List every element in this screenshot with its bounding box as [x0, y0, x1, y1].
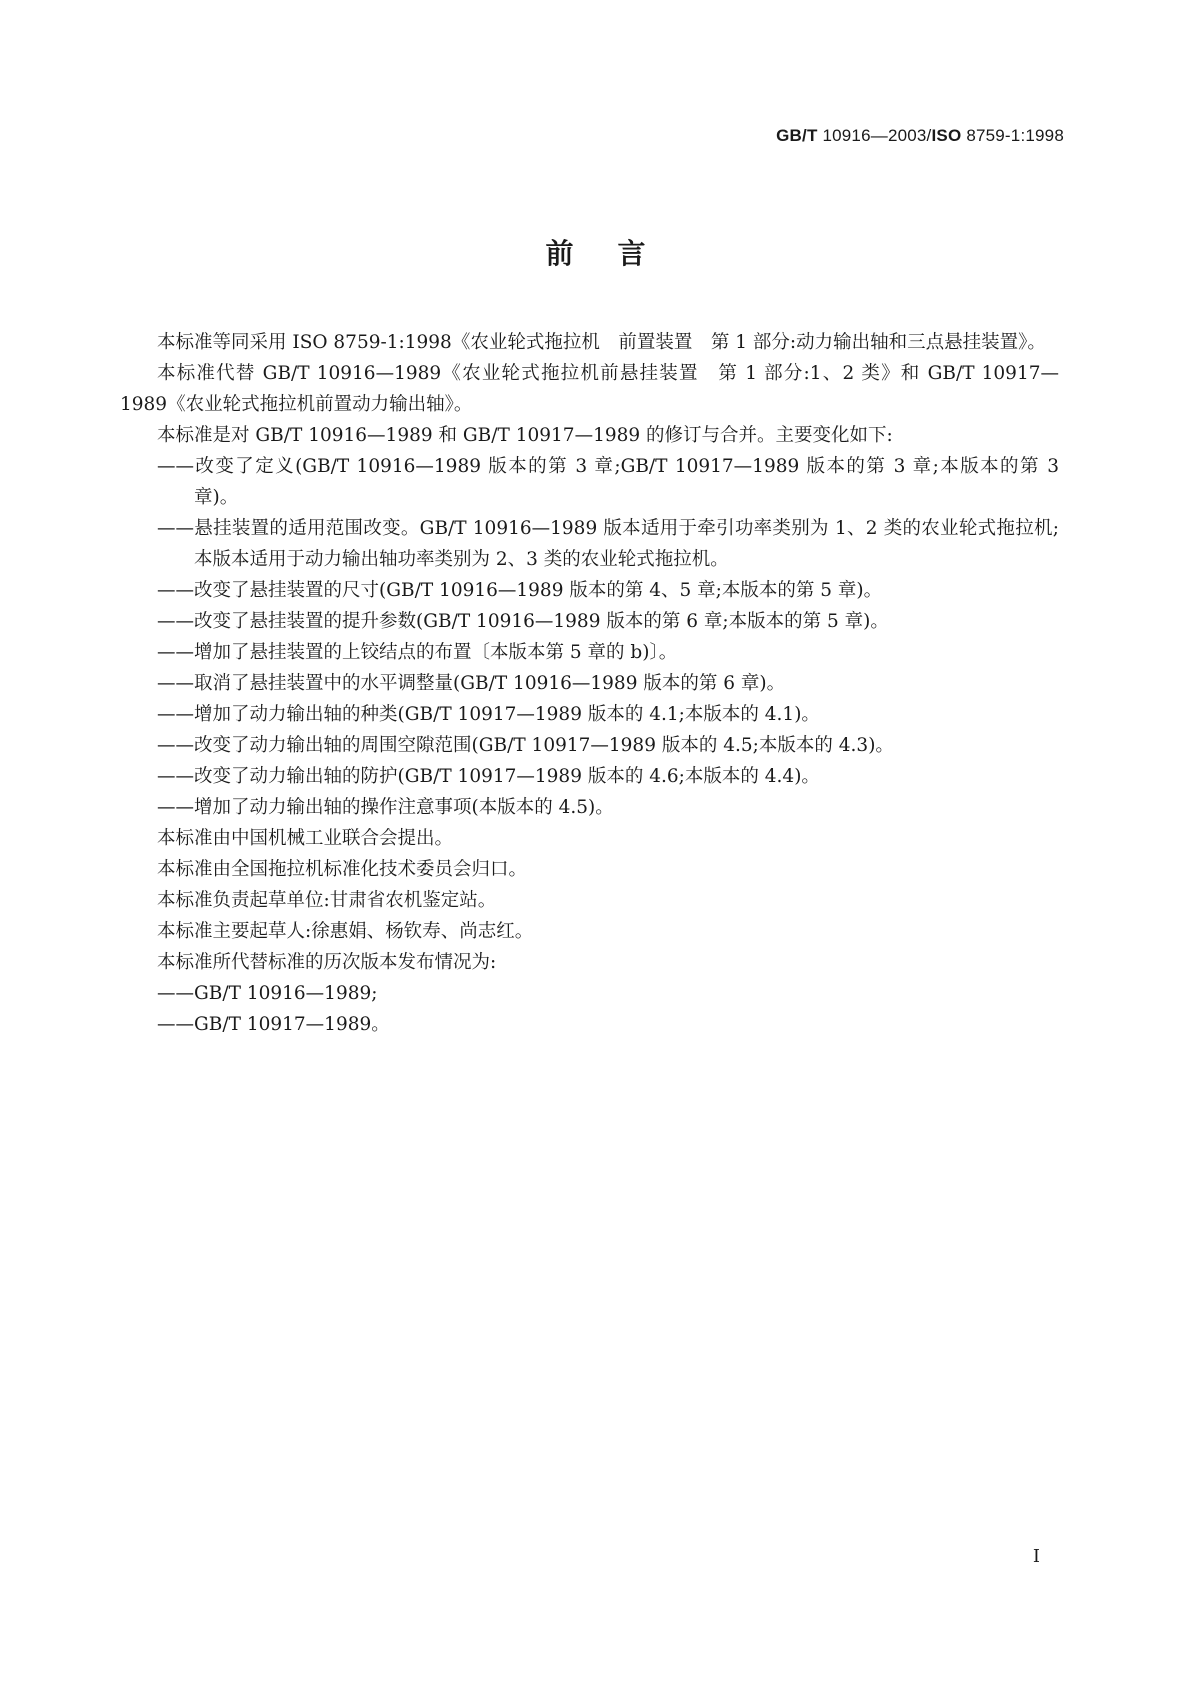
header-code-number: 10916—2003/ — [817, 126, 932, 145]
change-item-text: 改变了悬挂装置的提升参数(GB/T 10916—1989 版本的第 6 章;本版本的第 5 章)。 — [194, 611, 889, 632]
dash-marker: —— — [157, 797, 194, 818]
dash-marker: —— — [157, 1014, 194, 1035]
change-item-text: 增加了动力输出轴的操作注意事项(本版本的 4.5)。 — [194, 797, 614, 818]
change-item — [120, 451, 1059, 513]
change-item — [120, 668, 1059, 699]
statement-committee: 本标准由全国拖拉机标准化技术委员会归口。 — [157, 859, 528, 880]
statement-drafting-unit: 本标准负责起草单位:甘肃省农机鉴定站。 — [157, 890, 497, 911]
dash-marker: —— — [157, 642, 194, 663]
change-item-text: 改变了定义(GB/T 10916—1989 版本的第 3 章;GB/T 10917—1989 版本的第 3 章;本版本的第 3 章)。 — [194, 456, 1059, 508]
change-item-text: 改变了悬挂装置的尺寸(GB/T 10916—1989 版本的第 4、5 章;本版本的第 5 章)。 — [194, 580, 883, 601]
change-item-text: 改变了动力输出轴的周围空隙范围(GB/T 10917—1989 版本的 4.5;本版本的 4.3)。 — [194, 735, 894, 756]
history-item-text: GB/T 10917—1989。 — [194, 1014, 390, 1035]
dash-marker: —— — [157, 611, 194, 632]
change-item-text: 悬挂装置的适用范围改变。GB/T 10916—1989 版本适用于牵引功率类别为 1、2 类的农业轮式拖拉机;本版本适用于动力输出轴功率类别为 2、3 类的农业轮式拖拉机。 — [194, 518, 1059, 570]
paragraph-adoption: 本标准等同采用 ISO 8759-1:1998《农业轮式拖拉机 前置装置 第 1 部分:动力输出轴和三点悬挂装置》。 — [157, 332, 1046, 353]
change-item — [120, 699, 1059, 730]
foreword-body — [120, 327, 1059, 1040]
change-item-text: 取消了悬挂装置中的水平调整量(GB/T 10916—1989 版本的第 6 章)。 — [194, 673, 786, 694]
header-code-iso: ISO — [931, 126, 962, 145]
history-item-text: GB/T 10916—1989; — [194, 983, 378, 1004]
dash-marker: —— — [157, 704, 194, 725]
change-item-text: 改变了动力输出轴的防护(GB/T 10917—1989 版本的 4.6;本版本的 4.4)。 — [194, 766, 820, 787]
dash-marker: —— — [157, 518, 194, 539]
change-item — [120, 637, 1059, 668]
change-item — [120, 730, 1059, 761]
statement-proposer: 本标准由中国机械工业联合会提出。 — [157, 828, 454, 849]
standard-code-header — [776, 126, 1064, 146]
history-item — [120, 1009, 1059, 1040]
header-code-gbt: GB/T — [776, 126, 818, 145]
change-item — [120, 792, 1059, 823]
page-number: I — [1032, 1546, 1040, 1567]
page-title: 前言 — [545, 237, 690, 270]
paragraph-replacement: 本标准代替 GB/T 10916—1989《农业轮式拖拉机前悬挂装置 第 1 部分:1、2 类》和 GB/T 10917—1989《农业轮式拖拉机前置动力输出轴》。 — [120, 363, 1059, 415]
header-code-iso-number: 8759-1:1998 — [961, 126, 1064, 145]
history-item — [120, 978, 1059, 1009]
dash-marker: —— — [157, 456, 194, 477]
change-item-text: 增加了动力输出轴的种类(GB/T 10917—1989 版本的 4.1;本版本的 4.1)。 — [194, 704, 820, 725]
dash-marker: —— — [157, 673, 194, 694]
statement-history: 本标准所代替标准的历次版本发布情况为: — [157, 952, 497, 973]
dash-marker: —— — [157, 983, 194, 1004]
change-item — [120, 761, 1059, 792]
dash-marker: —— — [157, 580, 194, 601]
change-item — [120, 513, 1059, 575]
dash-marker: —— — [157, 766, 194, 787]
dash-marker: —— — [157, 735, 194, 756]
statement-drafters: 本标准主要起草人:徐惠娟、杨钦寿、尚志红。 — [157, 921, 534, 942]
paragraph-revision: 本标准是对 GB/T 10916—1989 和 GB/T 10917—1989 的修订与合并。主要变化如下: — [157, 425, 893, 446]
change-item — [120, 575, 1059, 606]
change-item-text: 增加了悬挂装置的上铰结点的布置〔本版本第 5 章的 b)〕。 — [194, 642, 678, 663]
change-item — [120, 606, 1059, 637]
